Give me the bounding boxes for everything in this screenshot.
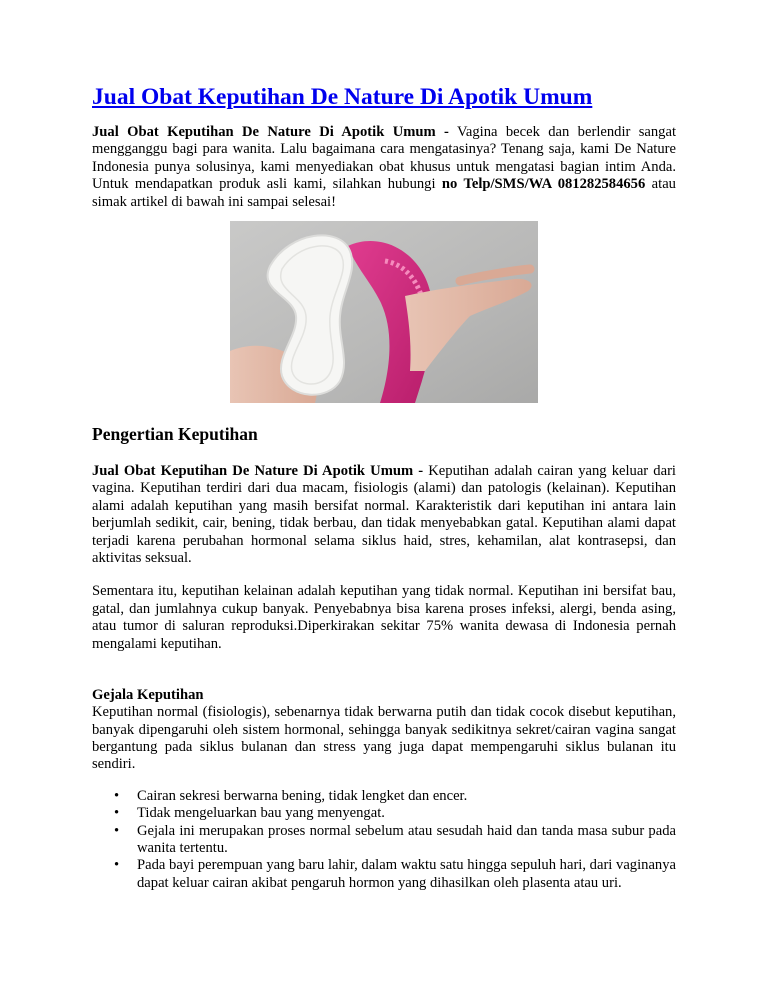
list-item: • Gejala ini merupakan proses normal sebelum atau sesudah haid dan tanda masa subur pada wanita tertentu. xyxy=(114,822,676,856)
list-item: • Tidak mengeluarkan bau yang menyengat. xyxy=(114,805,385,822)
section-heading-gejala: Gejala Keputihan xyxy=(92,687,204,704)
bullet: • xyxy=(114,805,120,822)
list-item: • Cairan sekresi berwarna bening, tidak lengket dan encer. xyxy=(114,787,468,804)
intro-text-1: Vagina becek dan berlendir sangat mengganggu bagi para wanita. Lalu bagaimana cara mengatasinya? Tenang saja, kami De Nature Indonesia punya solusinya, kami menyediakan obat khusus untuk mengatasi bagian intim Anda. Untuk mendapatkan produk asli kami, silahkan hubungi xyxy=(92,124,676,193)
gejala-list xyxy=(92,788,676,892)
contact-info: no Telp/SMS/WA 081282584656 xyxy=(441,176,646,193)
bullet: • xyxy=(114,857,120,874)
bullet: • xyxy=(114,787,120,804)
list-item: • Pada bayi perempuan yang baru lahir, dalam waktu satu hingga sepuluh hari, dari vaginanya dapat keluar cairan akibat pengaruh hormon yang dihasilkan oleh plasenta atau uri. xyxy=(114,857,676,891)
product-photo xyxy=(230,221,538,403)
intro-text-2: atau simak artikel di bawah ini sampai selesai! xyxy=(92,176,676,210)
gejala-paragraph: Keputihan normal (fisiologis), sebenarnya tidak berwarna putih dan tidak cocok disebut keputihan, banyak dipengaruhi oleh sistem hormonal, sehingga banyak sedikitnya sekret/cairan vagina sangat bergantung pada siklus bulanan dan stress yang juga dapat mempengaruhi siklus bulanan itu sendiri. xyxy=(92,704,676,773)
intro-paragraph xyxy=(92,124,676,211)
pengertian-text: Keputihan adalah cairan yang keluar dari vagina. Keputihan terdiri dari dua macam, fisiologis (alami) dan patologis (kelainan). Keputihan alami adalah keputihan yang masih bersifat normal. Karakteristik dari keputihan ini antara lain berjumlah sedikit, cair, bening, tidak berbau, dan tidak menyebabkan gatal. Keputihan alami dapat terjadi karena perubahan hormonal selama siklus haid, stres, kehamilan, alat kontrasepsi, dan aktivitas seksual. xyxy=(92,463,676,567)
section-heading-pengertian: Pengertian Keputihan xyxy=(92,424,258,445)
bullet: • xyxy=(114,822,120,839)
pad-photo-illustration xyxy=(230,221,538,403)
intro-lead: Jual Obat Keputihan De Nature Di Apotik Umum - xyxy=(92,124,449,140)
pengertian-paragraph-1 xyxy=(92,463,676,567)
document-page xyxy=(92,82,676,892)
pengertian-paragraph-2: Sementara itu, keputihan kelainan adalah keputihan yang tidak normal. Keputihan ini bersifat bau, gatal, dan jumlahnya cukup banyak. Penyebabnya bisa karena proses infeksi, alergi, benda asing, atau tumor di saluran reproduksi.Diperkirakan sekitar 75% wanita dewasa di Indonesia pernah mengalami keputihan. xyxy=(92,583,676,652)
title-link[interactable]: Jual Obat Keputihan De Nature Di Apotik Umum xyxy=(92,84,593,110)
page-title xyxy=(92,82,676,112)
pengertian-lead: Jual Obat Keputihan De Nature Di Apotik Umum - xyxy=(92,463,424,480)
